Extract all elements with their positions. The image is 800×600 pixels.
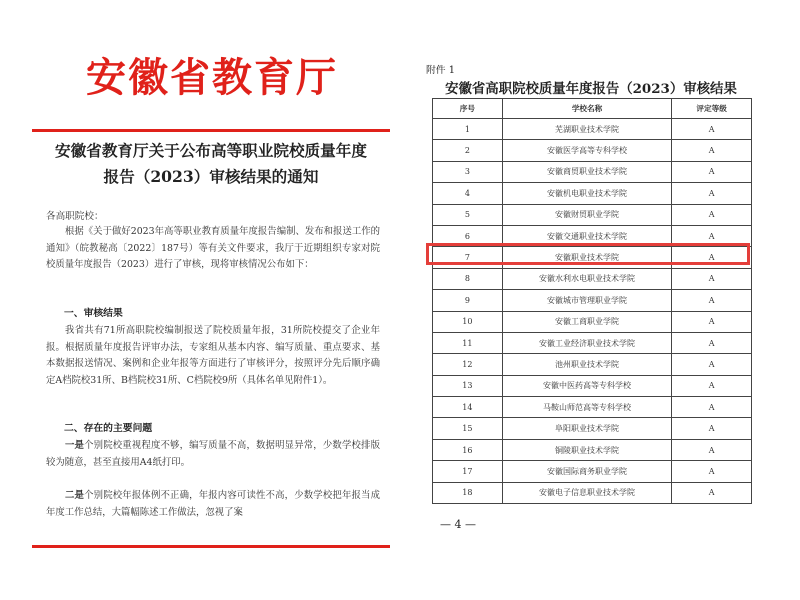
paragraph-4-text: 个别院校年报体例不正确，年报内容可读性不高，少数学校把年报当成年度工作总结，大篇幅陈述工作做法，忽视了案 [46, 490, 380, 518]
cell-school-name: 安徽工商职业学院 [502, 311, 671, 332]
cell-grade: A [672, 119, 752, 140]
cell-grade: A [672, 418, 752, 439]
table-title: 安徽省高职院校质量年度报告（2023）审核结果 [445, 81, 737, 97]
highlight-box [426, 243, 750, 265]
paragraph-2: 我省共有71所高职院校编制报送了院校质量年报，31所院校提交了企业年报。根据质量年度报告评审办法，专家组从基本内容、编写质量、重点要求、基本数据报送情况、案例和企业年报等方面进行了审核评分，按照评分先后顺序确定A档院校31所、B档院校31所、C档院校9所（具体名单见附件1）。 [46, 325, 380, 386]
cell-grade: A [672, 204, 752, 225]
cell-number: 16 [433, 439, 503, 460]
cell-school-name: 池州职业技术学院 [502, 354, 671, 375]
cell-number: 10 [433, 311, 503, 332]
cell-grade: A [672, 247, 752, 268]
cell-number: 14 [433, 397, 503, 418]
paragraph-3-lead: 一是 [65, 440, 85, 451]
cell-number: 3 [433, 161, 503, 182]
table-body [433, 119, 752, 504]
cell-number: 11 [433, 332, 503, 353]
paragraph-4 [46, 488, 380, 521]
cell-number: 1 [433, 119, 503, 140]
cell-school-name: 阜阳职业技术学院 [502, 418, 671, 439]
notice-title [40, 138, 382, 190]
cell-school-name: 安徽国际商务职业学院 [502, 461, 671, 482]
appendix-page [412, 40, 772, 560]
cell-grade: A [672, 311, 752, 332]
section-heading-2: 二、存在的主要问题 [64, 423, 153, 434]
cell-grade: A [672, 268, 752, 289]
cell-grade: A [672, 183, 752, 204]
footer-red-rule [32, 545, 390, 548]
cell-grade: A [672, 375, 752, 396]
cell-grade: A [672, 397, 752, 418]
cell-grade: A [672, 140, 752, 161]
cell-grade: A [672, 482, 752, 503]
table-row [433, 183, 752, 204]
table-row [433, 161, 752, 182]
paragraph-1: 根据《关于做好2023年高等职业教育质量年度报告编制、发布和报送工作的通知》（皖教秘高〔2022〕187号）等有关文件要求，我厅于近期组织专家对院校质量年度报告（2023）进行了审核，现将审核情况公布如下： [46, 226, 380, 271]
table-row [433, 311, 752, 332]
document-header: 安徽省教育厅 [86, 54, 338, 101]
cell-school-name: 安徽水利水电职业技术学院 [502, 268, 671, 289]
appendix-label: 附件 1 [426, 65, 455, 76]
cell-school-name: 安徽工业经济职业技术学院 [502, 332, 671, 353]
cell-number: 18 [433, 482, 503, 503]
cell-number: 15 [433, 418, 503, 439]
cell-number: 7 [433, 247, 503, 268]
cell-school-name: 安徽电子信息职业技术学院 [502, 482, 671, 503]
paragraph-3-text: 个别院校重视程度不够，编写质量不高，数据明显异常，少数学校排版较为随意，甚至直接用A4纸打印。 [46, 440, 380, 468]
cell-number: 13 [433, 375, 503, 396]
column-header-school: 学校名称 [502, 99, 671, 119]
cell-school-name: 安徽职业技术学院 [502, 247, 671, 268]
column-header-grade: 评定等级 [672, 99, 752, 119]
notice-title-line2: 报告（2023）审核结果的通知 [103, 167, 319, 186]
cell-school-name: 安徽商贸职业技术学院 [502, 161, 671, 182]
section-heading-1: 一、审核结果 [64, 308, 123, 319]
cell-grade: A [672, 290, 752, 311]
header-red-rule [32, 129, 390, 132]
table-row [433, 397, 752, 418]
cell-number: 4 [433, 183, 503, 204]
table-row [433, 140, 752, 161]
cell-school-name: 安徽城市管理职业学院 [502, 290, 671, 311]
cell-grade: A [672, 461, 752, 482]
table-row [433, 439, 752, 460]
table-header-row [433, 99, 752, 119]
table-row [433, 268, 752, 289]
cell-number: 9 [433, 290, 503, 311]
cell-grade: A [672, 332, 752, 353]
cell-number: 5 [433, 204, 503, 225]
cell-number: 2 [433, 140, 503, 161]
paragraph-4-lead: 二是 [65, 490, 85, 501]
cell-school-name: 铜陵职业技术学院 [502, 439, 671, 460]
table-row [433, 354, 752, 375]
addressee: 各高职院校： [46, 211, 104, 222]
cell-number: 12 [433, 354, 503, 375]
cell-school-name: 安徽交通职业技术学院 [502, 225, 671, 246]
table-row [433, 461, 752, 482]
cell-school-name: 芜湖职业技术学院 [502, 119, 671, 140]
notice-page [32, 36, 390, 552]
cell-school-name: 安徽机电职业技术学院 [502, 183, 671, 204]
table-row [433, 332, 752, 353]
cell-grade: A [672, 225, 752, 246]
table-row [433, 204, 752, 225]
page-number: — 4 — [440, 518, 476, 531]
results-table [432, 98, 752, 504]
cell-number: 6 [433, 225, 503, 246]
table-row [433, 418, 752, 439]
cell-number: 17 [433, 461, 503, 482]
cell-school-name: 安徽医学高等专科学校 [502, 140, 671, 161]
paragraph-3 [46, 438, 380, 471]
cell-grade: A [672, 439, 752, 460]
cell-number: 8 [433, 268, 503, 289]
table-row [433, 482, 752, 503]
cell-grade: A [672, 161, 752, 182]
notice-title-line1: 安徽省教育厅关于公布高等职业院校质量年度 [55, 141, 367, 160]
cell-school-name: 安徽中医药高等专科学校 [502, 375, 671, 396]
cell-grade: A [672, 354, 752, 375]
column-header-number: 序号 [433, 99, 503, 119]
table-row [433, 290, 752, 311]
table-row [433, 375, 752, 396]
cell-school-name: 马鞍山师范高等专科学校 [502, 397, 671, 418]
table-row [433, 119, 752, 140]
cell-school-name: 安徽财贸职业学院 [502, 204, 671, 225]
